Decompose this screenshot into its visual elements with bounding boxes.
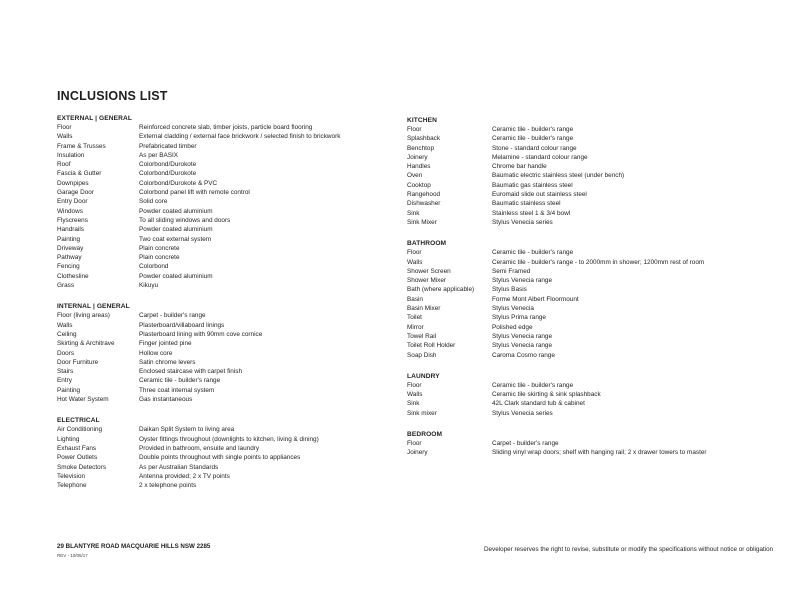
list-item — [407, 153, 797, 162]
left-column — [57, 114, 387, 502]
item-label: Entry Door — [57, 198, 88, 206]
list-item — [407, 134, 797, 143]
item-label: Handrails — [57, 226, 84, 234]
list-item — [57, 244, 387, 253]
item-value: Euromaid slide out stainless steel — [492, 191, 587, 199]
section-heading: KITCHEN — [407, 117, 438, 124]
item-value: Ceramic tile - builder's range - to 2000mm in shower; 1200mm rest of room — [492, 258, 705, 266]
item-value: Sliding vinyl wrap doors; shelf with hanging rail; 2 x drawer towers to master — [492, 449, 707, 457]
item-value: Stylus Venecia series — [492, 409, 553, 417]
list-item — [407, 313, 797, 322]
item-value: Oyster fittings throughout (downlights to kitchen, living & dining) — [139, 435, 319, 443]
list-item — [407, 218, 797, 227]
item-label: Doors — [57, 349, 75, 357]
list-item — [57, 367, 387, 376]
item-label: Walls — [407, 391, 423, 399]
item-value: Forme Mont Albert Floormount — [492, 295, 579, 303]
item-value: 2 x telephone points — [139, 482, 197, 490]
item-value: Solid core — [139, 198, 168, 206]
list-item — [407, 295, 797, 304]
item-label: Joinery — [407, 153, 428, 161]
item-value: Ceramic tile - builder's range — [492, 381, 574, 389]
list-item — [57, 142, 387, 151]
item-value: Enclosed staircase with carpet finish — [139, 368, 243, 376]
item-value: Stylus Venecia — [492, 305, 534, 313]
item-label: Basin — [407, 295, 423, 303]
item-label: Power Outlets — [57, 454, 98, 462]
item-value: Finger jointed pine — [139, 340, 192, 348]
item-value: Two coat external system — [139, 235, 212, 243]
list-item — [407, 125, 797, 134]
item-value: Stylus Basis — [492, 286, 527, 294]
list-item — [407, 181, 797, 190]
list-item — [57, 188, 387, 197]
item-label: Driveway — [57, 244, 84, 252]
page-title: INCLUSIONS LIST — [57, 89, 168, 103]
item-value: Ceramic tile - builder's range — [492, 135, 574, 143]
item-label: Shower Screen — [407, 267, 451, 275]
item-value: Chrome bar handle — [492, 163, 547, 171]
item-value: Powder coated aluminium — [139, 272, 213, 280]
item-value: Daikan Split System to living area — [139, 426, 235, 434]
item-label: Flyscreens — [57, 216, 88, 224]
item-value: Carpet - builder's range — [492, 440, 559, 448]
list-item — [407, 341, 797, 350]
item-value: Double points throughout with single points to appliances — [139, 454, 301, 462]
item-value: Baumatic gas stainless steel — [492, 181, 573, 189]
item-value: Stainless steel 1 & 3/4 bowl — [492, 209, 571, 217]
list-item — [407, 304, 797, 313]
item-label: Frame & Trusses — [57, 142, 106, 150]
item-value: Colorbond — [139, 263, 169, 271]
item-value: Colorbond/Durokote — [139, 161, 197, 169]
item-value: Provided in bathroom, ensuite and laundry — [139, 444, 260, 452]
list-item — [57, 395, 387, 404]
item-label: Sink — [407, 400, 420, 408]
list-item — [407, 199, 797, 208]
section-bathroom — [407, 239, 797, 360]
item-label: Hot Water System — [57, 396, 109, 404]
item-value: Baumatic electric stainless steel (under bench) — [492, 172, 625, 180]
item-label: Sink Mixer — [407, 218, 437, 226]
item-label: Soap Dish — [407, 351, 437, 359]
section-heading: BATHROOM — [407, 240, 447, 248]
list-item — [57, 225, 387, 234]
section-external-general — [57, 114, 387, 290]
item-value: Antenna provided; 2 x TV points — [139, 472, 230, 480]
section-electrical — [57, 416, 387, 490]
list-item — [57, 481, 387, 490]
item-label: Floor — [407, 440, 422, 448]
item-value: Powder coated aluminium — [139, 207, 213, 215]
item-label: Floor — [407, 381, 422, 389]
list-item — [407, 409, 797, 418]
item-label: Toilet — [407, 314, 422, 322]
item-value: Caroma Cosmo range — [492, 351, 555, 359]
list-item — [407, 323, 797, 332]
item-label: Sink mixer — [407, 409, 437, 417]
item-label: Handles — [407, 163, 431, 171]
item-value: Gas instantaneous — [139, 396, 193, 404]
item-label: Oven — [407, 172, 423, 180]
item-label: Walls — [57, 133, 73, 141]
item-label: Walls — [407, 258, 423, 266]
list-item — [407, 171, 797, 180]
item-value: Hollow core — [139, 349, 173, 357]
item-label: Telephone — [57, 482, 87, 490]
footer-disclaimer: Developer reserves the right to revise, substitute or modify the specifications without notice or obligation — [484, 546, 774, 553]
item-label: Toilet Roll Holder — [407, 342, 456, 350]
footer-revision: REV - 10/05/17 — [57, 553, 88, 558]
item-label: Fencing — [57, 263, 80, 271]
item-value: As per Australian Standards — [139, 463, 219, 471]
item-value: External cladding / external face brickwork / selected finish to brickwork — [139, 133, 341, 141]
item-label: Lighting — [57, 435, 80, 443]
item-value: As per BASIX — [139, 151, 179, 159]
list-item — [407, 285, 797, 294]
item-value: Stylus Venecia range — [492, 342, 553, 350]
item-value: Stylus Venecia range — [492, 277, 553, 285]
list-item — [407, 258, 797, 267]
list-item — [407, 190, 797, 199]
item-label: Shower Mixer — [407, 277, 447, 285]
item-value: To all sliding windows and doors — [139, 216, 231, 224]
item-label: Basin Mixer — [407, 305, 441, 313]
list-item — [57, 453, 387, 462]
item-value: Ceramic tile skirting & sink splashback — [492, 391, 601, 399]
item-label: Floor (living areas) — [57, 312, 110, 320]
item-label: Floor — [407, 249, 422, 257]
item-label: Rangehood — [407, 191, 441, 199]
list-item — [57, 207, 387, 216]
item-value: Stone - standard colour range — [492, 144, 577, 152]
list-item — [57, 179, 387, 188]
list-item — [407, 248, 797, 257]
list-item — [57, 262, 387, 271]
list-item — [407, 448, 797, 457]
item-value: Carpet - builder's range — [139, 312, 206, 320]
item-value: Plasterboard lining with 90mm cove cornice — [139, 330, 263, 338]
item-label: Door Furniture — [57, 358, 99, 366]
item-value: Plain concrete — [139, 244, 180, 252]
item-value: Satin chrome levers — [139, 358, 196, 366]
footer-address: 29 BLANTYRE ROAD MACQUARIE HILLS NSW 2285 — [57, 543, 211, 550]
item-value: Kikuyu — [139, 282, 159, 290]
item-value: Stylus Venecia series — [492, 218, 553, 226]
list-item — [57, 132, 387, 141]
list-item — [57, 339, 387, 348]
item-label: Garage Door — [57, 189, 94, 197]
item-label: Walls — [57, 321, 73, 329]
item-value: Semi Framed — [492, 267, 531, 275]
item-label: Dishwasher — [407, 200, 441, 208]
section-internal-general — [57, 302, 387, 404]
list-item — [57, 358, 387, 367]
item-label: Stairs — [57, 368, 74, 376]
item-value: Melamine - standard colour range — [492, 153, 588, 161]
item-label: Roof — [57, 161, 71, 169]
list-item — [57, 321, 387, 330]
list-item — [57, 349, 387, 358]
item-value: Polished edge — [492, 323, 533, 331]
list-item — [407, 276, 797, 285]
item-label: Painting — [57, 235, 81, 243]
item-value: 42L Clark standard tub & cabinet — [492, 400, 585, 408]
item-label: Ceiling — [57, 330, 77, 338]
section-bedroom — [407, 430, 797, 458]
item-label: Mirror — [407, 323, 424, 331]
item-label: Fascia & Gutter — [57, 170, 102, 178]
list-item — [57, 253, 387, 262]
item-value: Three coat internal system — [139, 386, 215, 394]
list-item — [57, 376, 387, 385]
list-item — [57, 311, 387, 320]
item-label: Downpipes — [57, 179, 89, 187]
item-value: Baumatic stainless steel — [492, 200, 561, 208]
list-item — [407, 209, 797, 218]
list-item — [407, 439, 797, 448]
item-label: Television — [57, 472, 86, 480]
item-value: Colorbond/Durokote & PVC — [139, 179, 218, 187]
list-item — [57, 463, 387, 472]
item-label: Skirting & Architrave — [57, 340, 115, 348]
item-label: Benchtop — [407, 144, 435, 152]
list-item — [407, 162, 797, 171]
item-value: Plain concrete — [139, 254, 180, 262]
list-item — [57, 235, 387, 244]
list-item — [57, 435, 387, 444]
list-item — [407, 351, 797, 360]
item-label: Exhaust Fans — [57, 444, 97, 452]
item-value: Colorbond panel lift with remote control — [139, 189, 250, 197]
item-value: Plasterboard/villaboard linings — [139, 321, 225, 329]
list-item — [57, 281, 387, 290]
list-item — [57, 151, 387, 160]
section-heading: LAUNDRY — [407, 372, 440, 380]
section-kitchen — [407, 116, 797, 227]
item-value: Ceramic tile - builder's range — [492, 126, 574, 133]
item-label: Towel Rail — [407, 332, 437, 340]
section-heading: BEDROOM — [407, 431, 443, 439]
list-item — [57, 472, 387, 481]
item-label: Bath (where applicable) — [407, 286, 475, 294]
item-label: Windows — [57, 207, 83, 215]
item-value: Colorbond/Durokote — [139, 170, 197, 178]
list-item — [407, 381, 797, 390]
item-value: Ceramic tile - builder's range — [139, 377, 221, 385]
item-label: Pathway — [57, 254, 82, 262]
item-label: Entry — [57, 377, 72, 385]
list-item — [407, 267, 797, 276]
list-item — [57, 444, 387, 453]
list-item — [57, 425, 387, 434]
list-item — [57, 216, 387, 225]
item-label: Floor — [407, 126, 422, 133]
item-value: Stylus Prima range — [492, 314, 546, 322]
list-item — [57, 386, 387, 395]
item-label: Cooktop — [407, 181, 431, 189]
right-column — [407, 116, 797, 470]
section-heading: EXTERNAL | GENERAL — [57, 115, 132, 122]
item-label: Grass — [57, 282, 75, 290]
item-label: Floor — [57, 124, 72, 131]
item-label: Joinery — [407, 449, 428, 457]
item-value: Reinforced concrete slab, timber joists, particle board flooring — [139, 124, 313, 131]
item-label: Smoke Detectors — [57, 463, 107, 471]
item-value: Ceramic tile - builder's range — [492, 249, 574, 257]
item-label: Air Conditioning — [57, 426, 103, 434]
item-label: Painting — [57, 386, 81, 394]
section-heading: ELECTRICAL — [57, 417, 100, 425]
list-item — [407, 332, 797, 341]
item-value: Stylus Venecia range — [492, 332, 553, 340]
list-item — [57, 160, 387, 169]
list-item — [57, 169, 387, 178]
item-value: Powder coated aluminium — [139, 226, 213, 234]
list-item — [57, 330, 387, 339]
item-label: Insulation — [57, 151, 85, 159]
item-label: Splashback — [407, 135, 441, 143]
list-item — [407, 144, 797, 153]
item-label: Sink — [407, 209, 420, 217]
list-item — [407, 399, 797, 408]
section-laundry — [407, 372, 797, 418]
list-item — [57, 123, 387, 132]
list-item — [57, 272, 387, 281]
list-item — [57, 197, 387, 206]
item-value: Prefabricated timber — [139, 142, 197, 150]
item-label: Clothesline — [57, 272, 89, 280]
list-item — [407, 390, 797, 399]
section-heading: INTERNAL | GENERAL — [57, 303, 130, 311]
